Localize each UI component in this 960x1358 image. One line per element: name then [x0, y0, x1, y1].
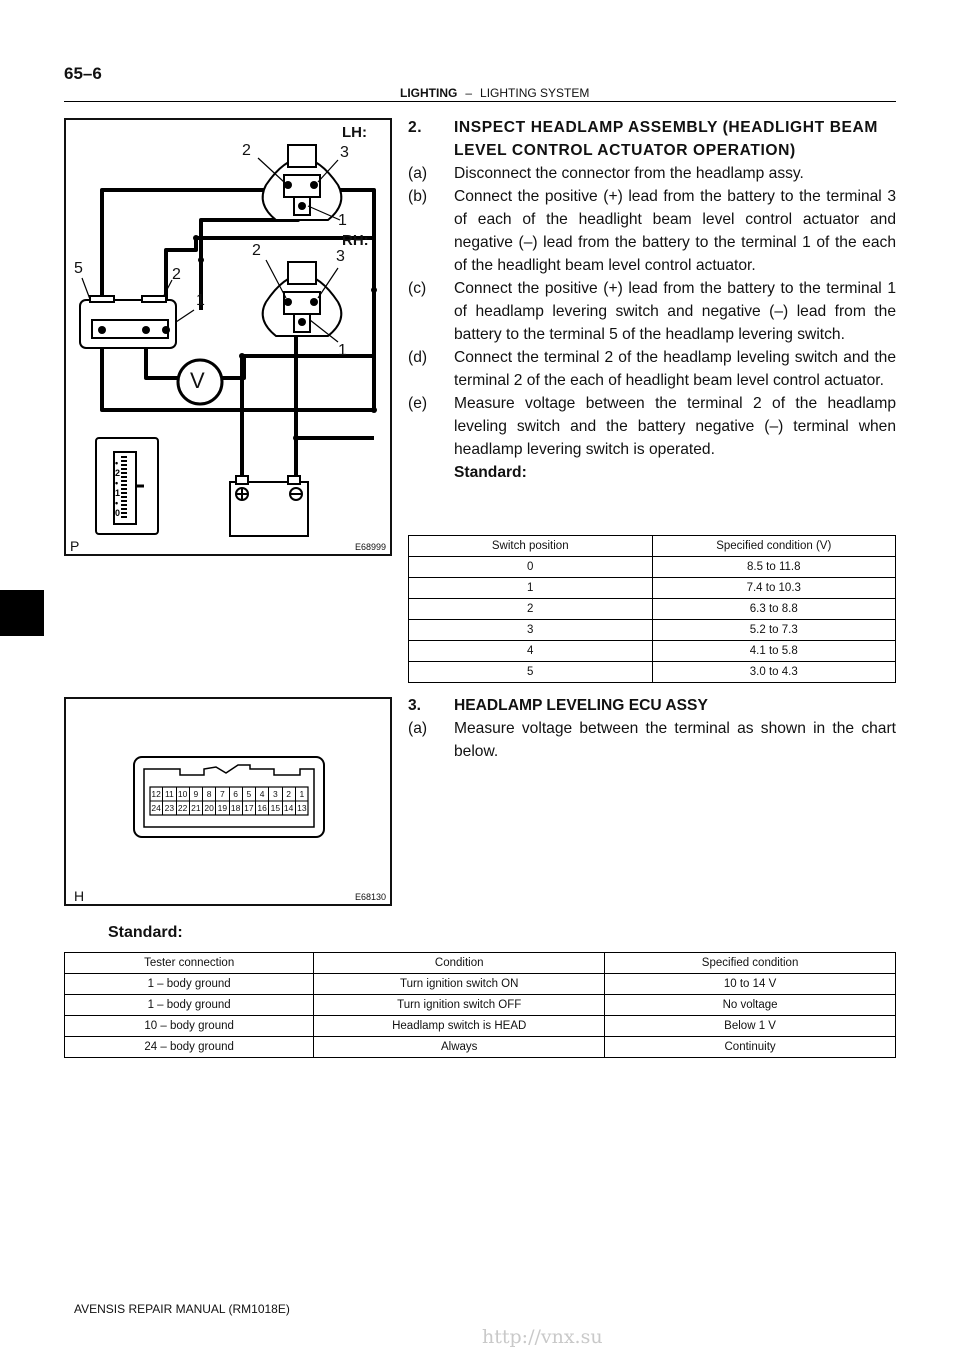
pin-row-top: 12 11 10 9 8 7 6 5 4 3 2 1 — [151, 789, 305, 799]
rh-terminal-1: 1 — [338, 342, 347, 359]
page-number: 65–6 — [64, 64, 102, 83]
standard-label: Standard: — [108, 924, 183, 941]
table-row: 1 – body ground Turn ignition switch OFF No voltage — [65, 995, 896, 1016]
column-header: Condition — [314, 953, 605, 974]
svg-text:•: • — [115, 498, 119, 508]
table-row: 24 – body ground Always Continuity — [65, 1037, 896, 1058]
column-header: Specified condition — [605, 953, 896, 974]
instruction-item: (d) Connect the terminal 2 of the headlamp leveling switch and the terminal 2 of the each of headlight beam level control actuator. — [408, 349, 896, 389]
ecu-voltage-table — [64, 952, 896, 1058]
ecu-pin-grid — [150, 787, 308, 815]
lh-terminal-1: 1 — [338, 212, 347, 229]
switch-terminal-5: 5 — [74, 260, 83, 277]
step-title: INSPECT HEADLAMP ASSEMBLY (HEADLIGHT BEAM LEVEL CONTROL ACTUATOR OPERATION) — [454, 119, 879, 159]
leveling-switch-connector — [80, 296, 176, 348]
section-title: LIGHTING — [400, 86, 458, 100]
rh-terminal-3: 3 — [336, 248, 345, 265]
figure-letter: H — [74, 888, 85, 904]
standard-label: Standard: — [454, 464, 527, 481]
svg-text:2: 2 — [115, 468, 121, 478]
svg-text:•: • — [115, 458, 119, 468]
lh-terminal-2: 2 — [242, 142, 251, 159]
column-header: Switch position — [409, 536, 653, 557]
section-tab-marker — [0, 590, 44, 636]
switch-terminal-1: 1 — [196, 292, 205, 309]
table-row: 1 – body ground Turn ignition switch ON 10 to 14 V — [65, 974, 896, 995]
instruction-item: (c) Connect the positive (+) lead from the battery to the terminal 1 of headlamp levering switch and negative (–) lead from the battery to the terminal 5 of the headlamp levering switch. — [408, 280, 896, 343]
subsection-title: LIGHTING SYSTEM — [480, 86, 590, 100]
watermark-link[interactable]: http://vnx.su — [482, 1326, 603, 1348]
rh-label: RH: — [342, 232, 369, 249]
ecu-connector-figure — [64, 697, 392, 906]
header-separator: – — [465, 86, 473, 100]
instruction-item: (e) Measure voltage between the terminal 2 of the headlamp leveling switch and the battery negative (–) terminal when headlamp levering switch is operated. — [408, 395, 896, 458]
step-number: 3. — [408, 697, 422, 714]
step-number: 2. — [408, 119, 423, 136]
leveling-switch-dial — [96, 438, 158, 534]
wiring-diagram — [66, 120, 390, 554]
column-header: Tester connection — [65, 953, 314, 974]
step-title: HEADLAMP LEVELING ECU ASSY — [454, 697, 708, 714]
battery — [230, 476, 308, 536]
step-3-heading — [408, 694, 896, 717]
switch-position-table — [408, 535, 896, 683]
svg-text:1: 1 — [115, 488, 121, 498]
figure-letter: P — [70, 538, 80, 554]
lh-label: LH: — [342, 124, 367, 141]
switch-terminal-2: 2 — [172, 266, 181, 283]
step-3-section — [408, 694, 896, 763]
table-row: 4 4.1 to 5.8 — [409, 641, 896, 662]
column-header: Specified condition (V) — [652, 536, 896, 557]
running-header — [400, 86, 589, 100]
table-header-row — [409, 536, 896, 557]
rh-terminal-2: 2 — [252, 242, 261, 259]
instruction-item: (a) Measure voltage between the terminal as shown in the chart below. — [408, 720, 896, 760]
voltmeter-label: V — [190, 368, 205, 393]
table-row: 0 8.5 to 11.8 — [409, 557, 896, 578]
table-row: 5 3.0 to 4.3 — [409, 662, 896, 683]
svg-text:0: 0 — [115, 508, 121, 518]
headlamp-actuator-wiring-figure — [64, 118, 392, 556]
header-rule — [64, 101, 896, 102]
lh-terminal-3: 3 — [340, 144, 349, 161]
table-row: 2 6.3 to 8.8 — [409, 599, 896, 620]
figure-code: E68999 — [354, 542, 386, 552]
instruction-item: (b) Connect the positive (+) lead from the battery to the terminal 3 of each of the headlight beam level control actuator and negative (–) lead from the battery to the terminal 1 of the each of the headlight beam level control actuator. — [408, 188, 896, 274]
instruction-item: (a) Disconnect the connector from the headlamp assy. — [408, 165, 804, 182]
svg-text:•: • — [115, 478, 119, 488]
figure-code: E68130 — [354, 892, 386, 902]
step-2-heading — [408, 116, 896, 162]
manual-footer: AVENSIS REPAIR MANUAL (RM1018E) — [74, 1302, 290, 1316]
table-row: 3 5.2 to 7.3 — [409, 620, 896, 641]
table-header-row — [65, 953, 896, 974]
pin-row-bottom: 24 23 22 21 20 19 18 17 16 15 14 13 — [151, 803, 307, 813]
table-row: 1 7.4 to 10.3 — [409, 578, 896, 599]
step-2-section — [408, 116, 896, 484]
table-row: 10 – body ground Headlamp switch is HEAD Below 1 V — [65, 1016, 896, 1037]
